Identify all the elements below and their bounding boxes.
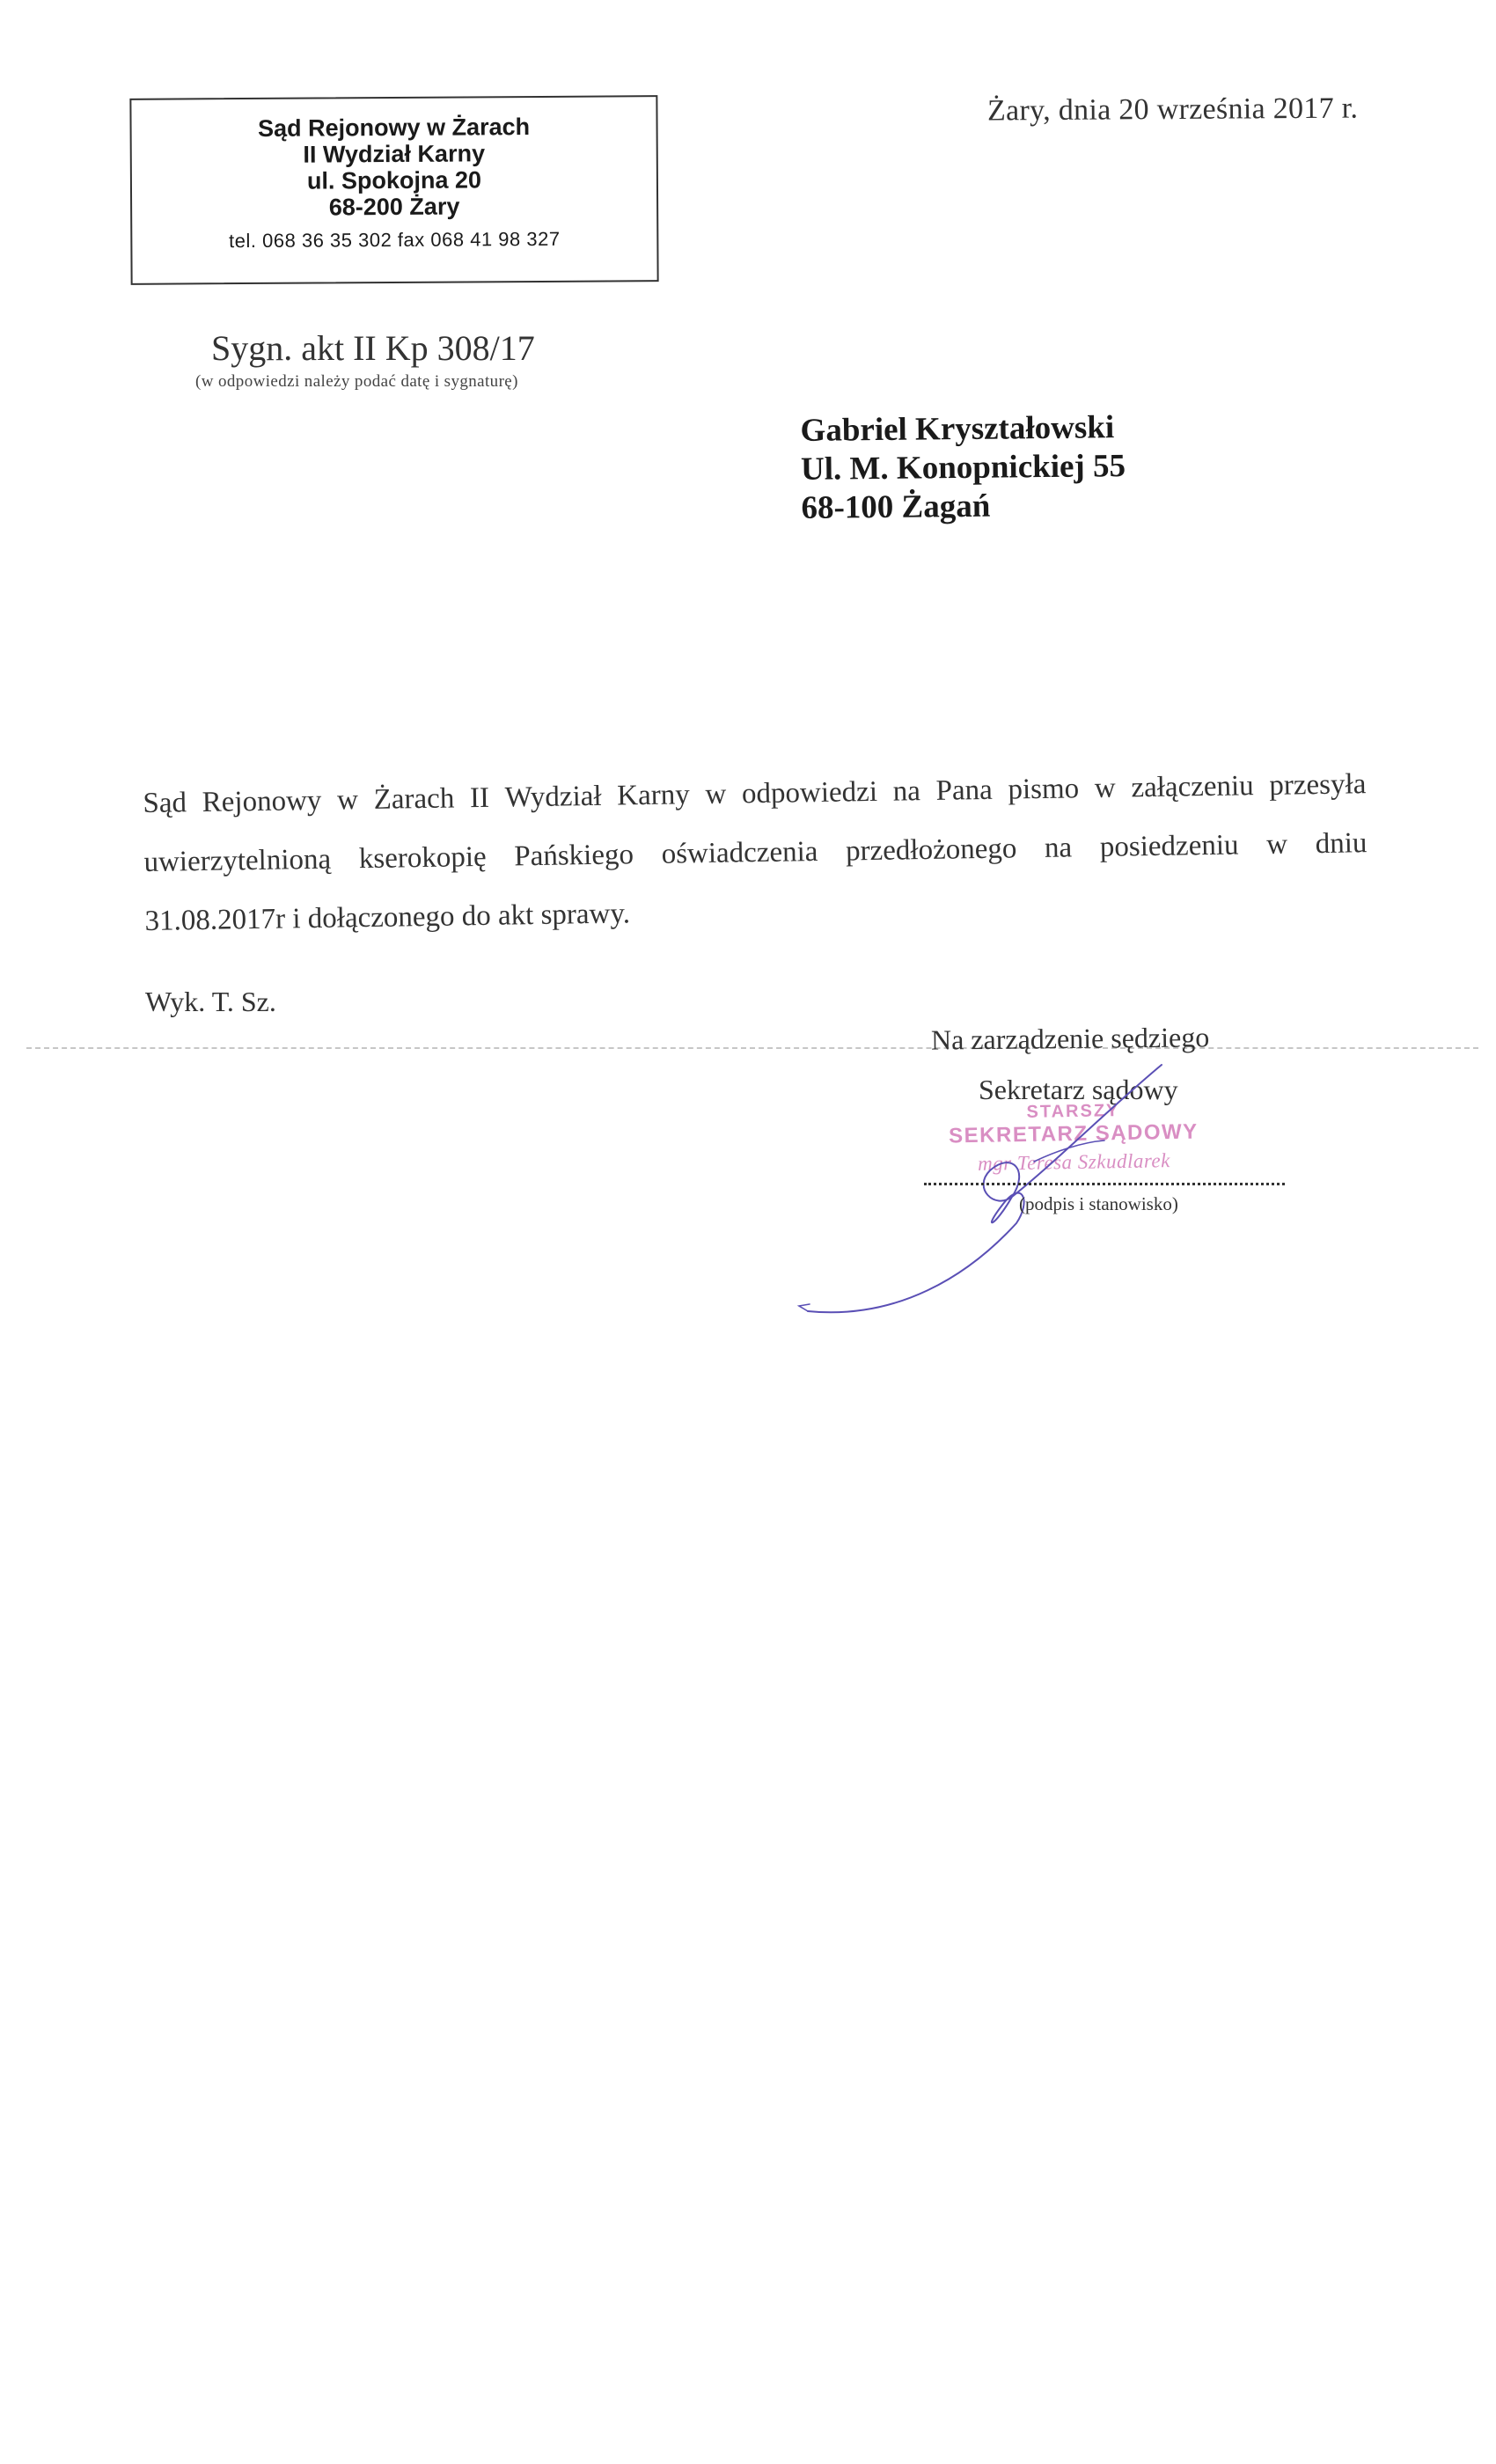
body-word: w [1094,772,1116,805]
recipient-postal: 68-100 Żagań [801,488,991,526]
signature-line [924,1183,1285,1185]
body-word: Wydział [504,780,602,814]
letter-date: Żary, dnia 20 września 2017 r. [986,92,1359,128]
body-word: na [1044,832,1073,864]
sender-address-box [129,95,658,285]
reference-note: (w odpowiedzi należy podać datę i sygnaturę) [195,372,518,391]
body-word: na [892,775,921,808]
body-line-3: 31.08.2017r i dołączonego do akt sprawy. [144,898,631,937]
case-reference: Sygn. akt II Kp 308/17 [211,328,535,368]
sender-division: II Wydział Karny [303,140,486,168]
body-word: uwierzytelnioną [143,843,332,878]
sender-postal: 68-200 Żary [328,193,460,221]
stamp-line-2: SEKRETARZ SĄDOWY [948,1119,1199,1148]
body-word: odpowiedzi [741,775,878,810]
body-word: posiedzeniu [1099,829,1239,863]
body-word: oświadczenia [661,835,818,870]
body-word: Sąd [143,787,187,819]
stamp-line-3: mgr Teresa Szkudlarek [977,1149,1171,1175]
stamp-line-1: STARSZY [1026,1101,1120,1122]
body-word: w [705,778,727,810]
body-word: Pańskiego [514,839,634,873]
sender-contact: tel. 068 36 35 302 fax 068 41 98 327 [229,227,561,253]
sender-street: ul. Spokojna 20 [306,166,482,194]
body-word: Karny [616,779,690,812]
body-word: pismo [1008,773,1080,806]
recipient-street: Ul. M. Konopnickiej 55 [800,448,1126,488]
body-word: II [469,781,490,815]
letter-body [143,755,1368,951]
body-word: przesyła [1269,768,1367,802]
body-word: dniu [1315,827,1368,861]
sender-court-name: Sąd Rejonowy w Żarach [257,114,531,142]
body-word: załączeniu [1131,770,1254,804]
body-word: przedłożonego [845,832,1017,868]
closing-title: Sekretarz sądowy [979,1074,1178,1105]
signature-caption: (podpis i stanowisko) [1019,1193,1178,1214]
body-word: w [336,784,359,817]
body-word: w [1265,828,1288,861]
prepared-by: Wyk. T. Sz. [145,986,276,1017]
body-word: Pana [935,774,994,807]
body-word: Rejonowy [202,784,322,818]
fold-line [26,1047,1478,1049]
recipient-name: Gabriel Kryształowski [800,409,1115,449]
closing-on-order: Na zarządzenie sędziego [930,1021,1210,1056]
body-word: kserokopię [358,840,487,876]
body-word: Żarach [373,782,455,816]
recipient-address [800,408,1126,528]
